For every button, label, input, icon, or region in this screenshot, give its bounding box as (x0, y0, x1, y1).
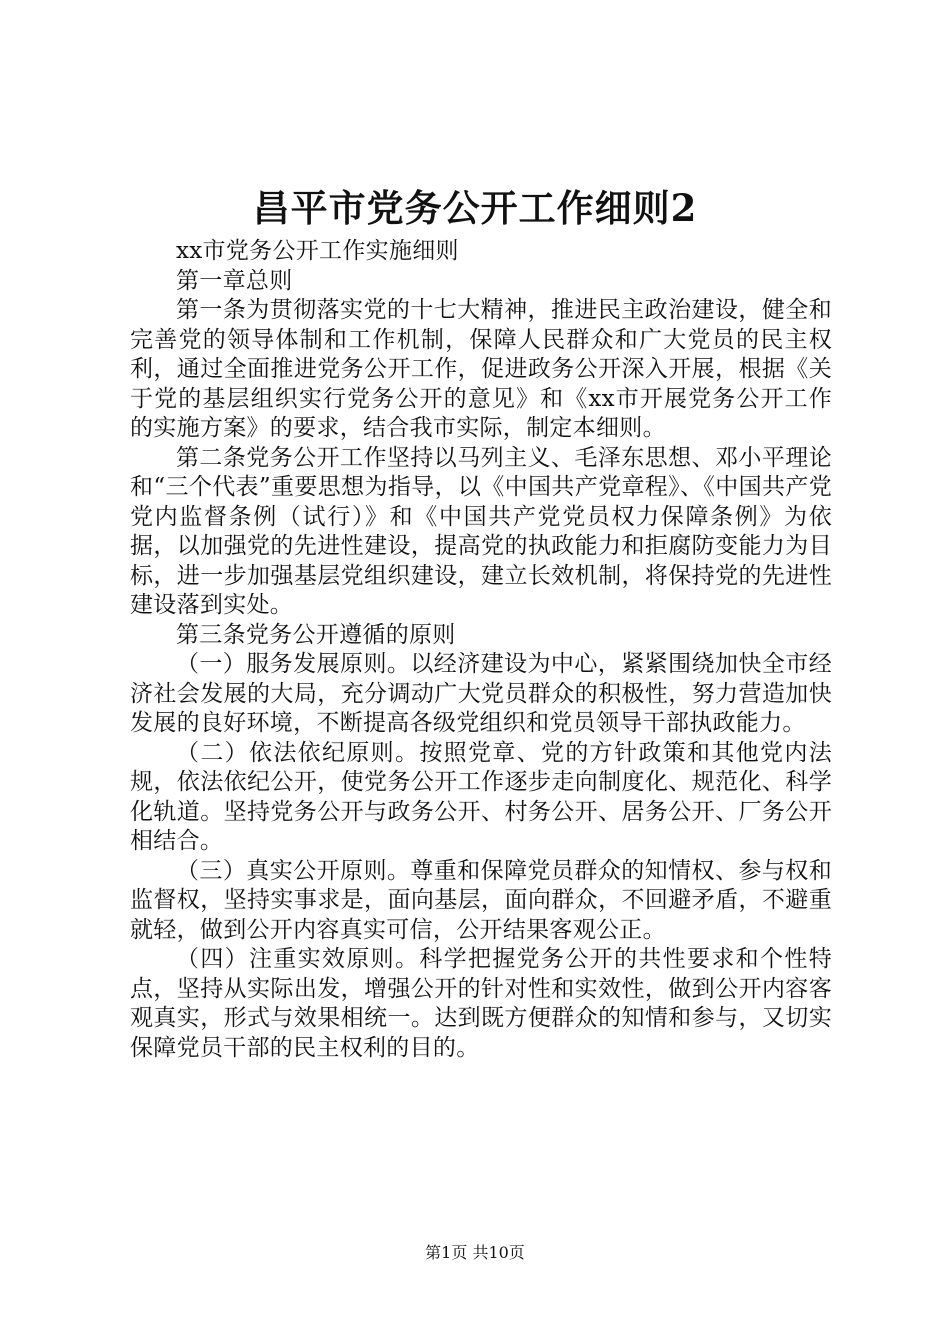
page-footer: 第1页 共10页 (425, 1243, 525, 1262)
principle-1-paragraph: （一）服务发展原则。以经济建设为中心，紧紧围绕加快全市经济社会发展的大局，充分调动广大党员群众的积极性，努力营造加快发展的良好环境，不断提高各级党组织和党员领导干部执政能力。 (130, 651, 832, 736)
principle-4-paragraph: （四）注重实效原则。科学把握党务公开的共性要求和个性特点，坚持从实际出发，增强公开的针对性和实效性，做到公开内容客观真实，形式与效果相统一。达到既方便群众的知情和参与，又切实保障党员干部的民主权利的目的。 (130, 946, 832, 1061)
document-body (130, 237, 832, 1063)
chapter-heading: 第一章总则 (176, 267, 293, 294)
article-1-paragraph: 第一条为贯彻落实党的十七大精神，推进民主政治建设，健全和完善党的领导体制和工作机制，保障人民群众和广大党员的民主权利，通过全面推进党务公开工作，促进政务公开深入开展，根据《关于党的基层组织实行党务公开的意见》和《xx市开展党务公开工作的实施方案》的要求，结合我市实际，制定本细则。 (130, 297, 832, 441)
article-2-paragraph: 第二条党务公开工作坚持以马列主义、毛泽东思想、邓小平理论和“三个代表”重要思想为指导，以《中国共产党章程》、《中国共产党党内监督条例（试行）》和《中国共产党党员权力保障条例》为依据，以加强党的先进性建设，提高党的执政能力和拒腐防变能力为目标，进一步加强基层党组织建设，建立长效机制，将保持党的先进性建设落到实处。 (130, 444, 832, 618)
document-subtitle: xx市党务公开工作实施细则 (176, 238, 459, 264)
principle-3-paragraph: （三）真实公开原则。尊重和保障党员群众的知情权、参与权和监督权，坚持实事求是，面向基层，面向群众，不回避矛盾，不避重就轻，做到公开内容真实可信，公开结果客观公正。 (130, 857, 832, 943)
principle-2-paragraph: （二）依法依纪原则。按照党章、党的方针政策和其他党内法规，依法依纪公开，使党务公开工作逐步走向制度化、规范化、科学化轨道。坚持党务公开与政务公开、村务公开、居务公开、厂务公开相结合。 (130, 739, 832, 854)
article-3-heading: 第三条党务公开遵循的原则 (176, 621, 456, 648)
document-title: 昌平市党务公开工作细则2 (252, 186, 698, 230)
